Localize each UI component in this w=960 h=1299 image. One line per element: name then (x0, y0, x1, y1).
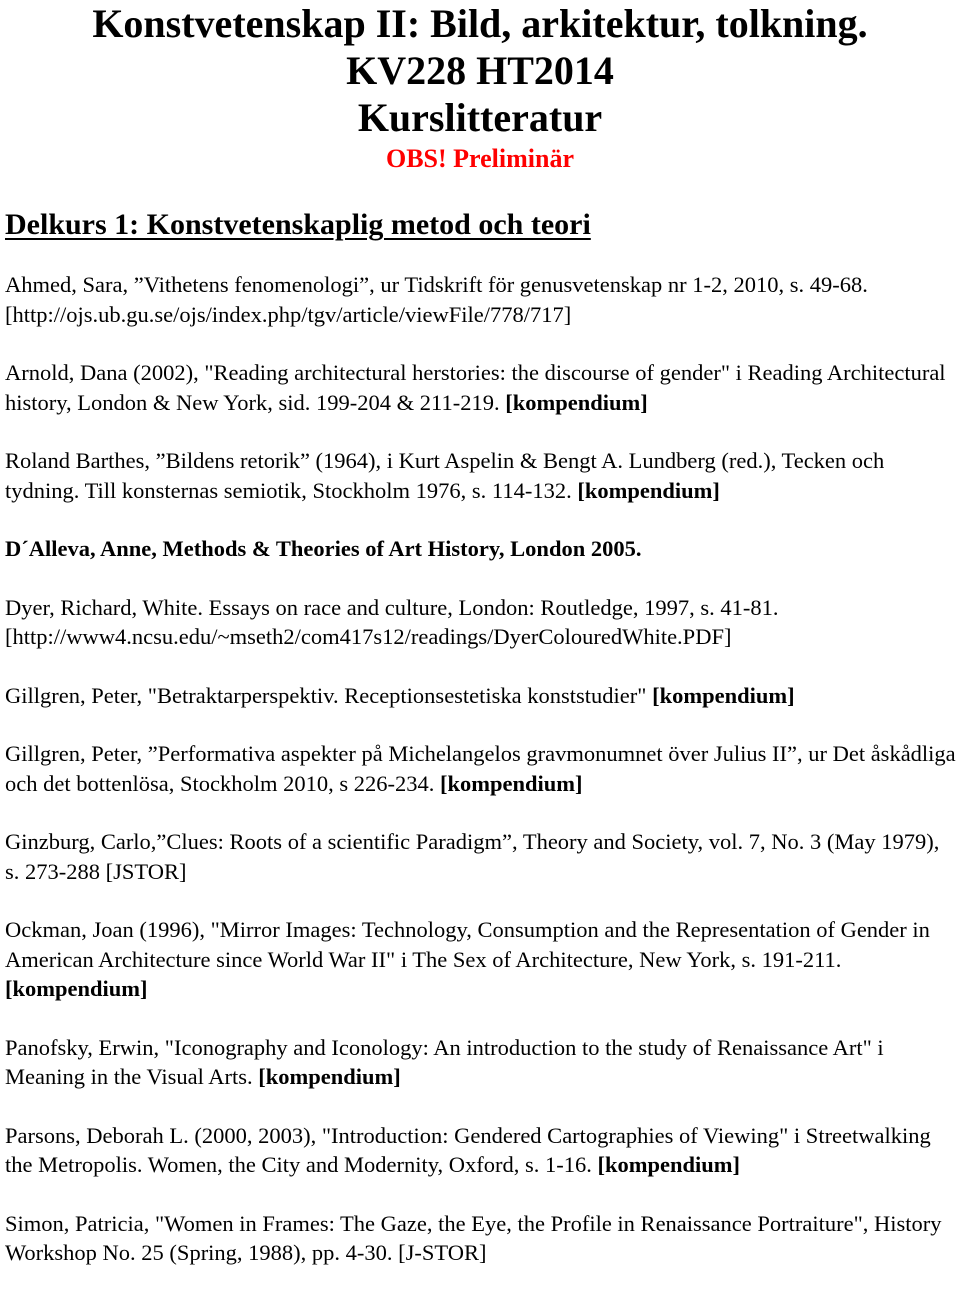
reference-tag: [kompendium] (5, 976, 148, 1001)
reference-text: Panofsky, Erwin, "Iconography and Iconology: An introduction to the study of Renaissance Art" i Meaning in the Visual Arts. (5, 1034, 884, 1089)
reference-item (5, 915, 957, 1004)
section-heading: Delkurs 1: Konstvetenskaplig metod och teori (5, 208, 591, 241)
reference-tag: [kompendium] (577, 477, 720, 503)
reference-text: D´Alleva, Anne, Methods & Theories of Art History, London 2005. (5, 536, 642, 561)
reference-item (5, 446, 957, 505)
reference-text: Roland Barthes, ”Bildens retorik” (1964), i Kurt Aspelin & Bengt A. Lundberg (red.), Tecken och tydning. Till konsternas semiotik, Stockholm 1976, s. 114-132. (5, 448, 885, 503)
reference-item (5, 681, 957, 711)
reference-text: Parsons, Deborah L. (2000, 2003), "Introduction: Gendered Cartographies of Viewing" i Streetwalking the Metropolis. Women, the City and Modernity, Oxford, s. 1-16. (5, 1122, 931, 1177)
reference-item (5, 1121, 957, 1180)
reference-text: Ockman, Joan (1996), "Mirror Images: Technology, Consumption and the Representation of Gender in American Architecture since World War II" i The Sex of Architecture, New York, s. 191-211. (5, 917, 930, 972)
reference-tag: [kompendium] (439, 770, 583, 796)
reference-list (5, 270, 957, 1297)
document-title-line-1: Konstvetenskap II: Bild, arkitektur, tolkning. (92, 1, 868, 46)
reference-text: Ahmed, Sara, ”Vithetens fenomenologi”, ur Tidskrift för genusvetenskap nr 1-2, 2010, s. 49-68. [http://ojs.ub.gu.se/ojs/index.php/tgv/article/viewFile/778/717] (5, 272, 868, 327)
preliminary-notice: OBS! Preliminär (385, 144, 574, 173)
reference-item (5, 827, 957, 886)
reference-text: Ginzburg, Carlo,”Clues: Roots of a scientific Paradigm”, Theory and Society, vol. 7, No. 3 (May 1979), s. 273-288 [JSTOR] (5, 829, 940, 884)
reference-text: Simon, Patricia, "Women in Frames: The Gaze, the Eye, the Profile in Renaissance Portraiture", History Workshop No. 25 (Spring, 1988), pp. 4-30. [J-STOR] (5, 1210, 942, 1265)
reference-text: Dyer, Richard, White. Essays on race and culture, London: Routledge, 1997, s. 41-81. [http://www4.ncsu.edu/~mseth2/com417s12/readings/DyerColouredWhite.PDF] (5, 594, 779, 649)
reference-item (5, 534, 957, 564)
reference-tag: [kompendium] (258, 1064, 401, 1089)
reference-tag: [kompendium] (652, 682, 795, 708)
document-title-line-2: KV228 HT2014 (346, 48, 614, 93)
reference-item (5, 593, 957, 652)
reference-item (5, 1209, 957, 1268)
document-title-line-3: Kurslitteratur (357, 95, 603, 140)
reference-item (5, 739, 957, 798)
reference-tag: [kompendium] (505, 389, 648, 415)
reference-item (5, 358, 957, 417)
reference-text: Arnold, Dana (2002), "Reading architectural herstories: the discourse of gender" i Reading Architectural history, London & New York, sid. 199-204 & 211-219. (5, 360, 946, 415)
reference-tag: [kompendium] (597, 1152, 741, 1177)
reference-text: Gillgren, Peter, ”Performativa aspekter på Michelangelos gravmonumnet över Julius II”, ur Det åskådliga och det bottenlösa, Stockholm 2010, s 226-234. (5, 741, 956, 796)
reference-item (5, 270, 957, 329)
reference-text: Gillgren, Peter, "Betraktarperspektiv. Receptionsestetiska konststudier" (5, 682, 647, 708)
reference-item (5, 1033, 957, 1092)
